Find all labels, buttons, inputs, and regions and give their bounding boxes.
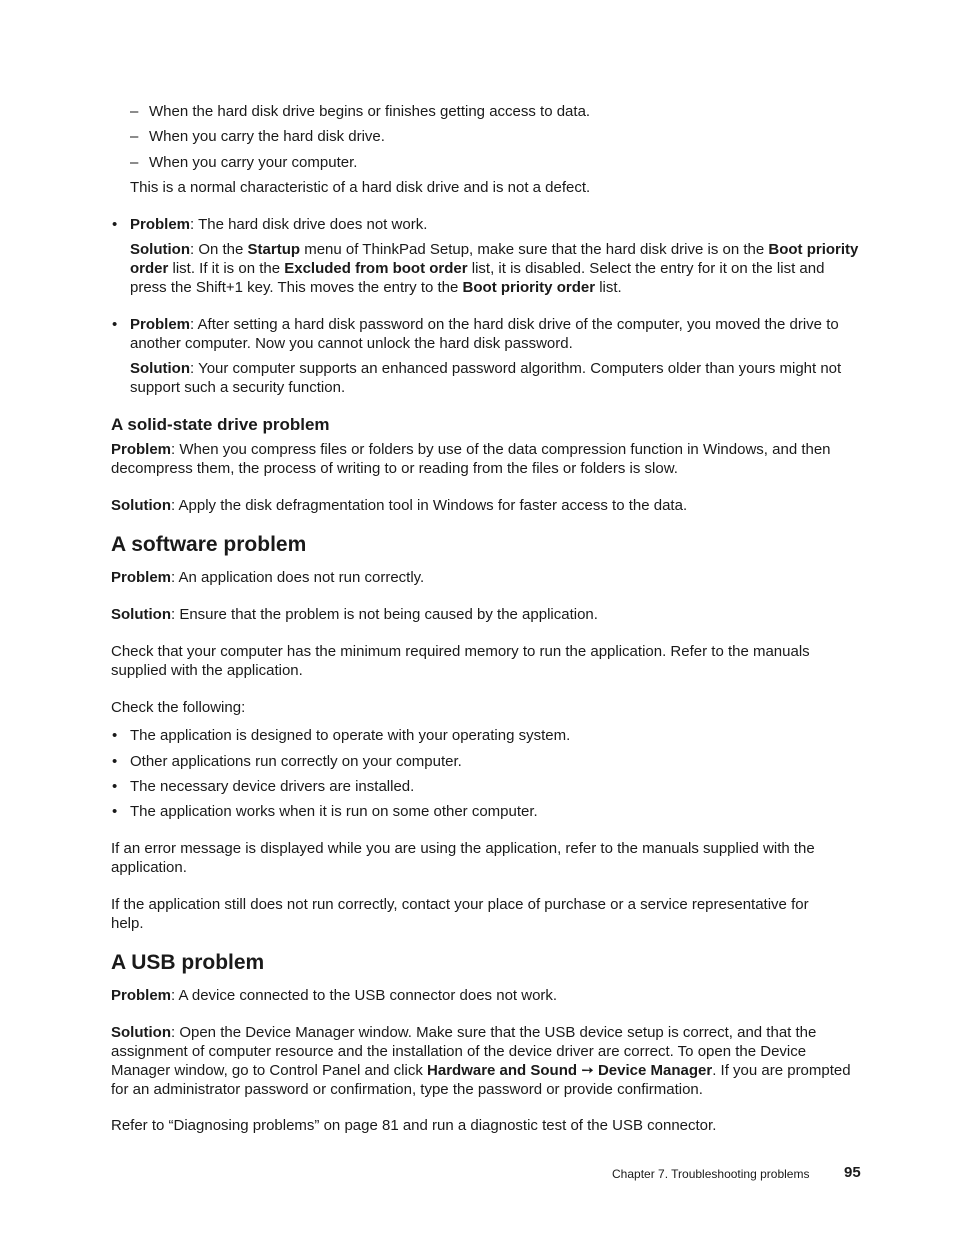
solution-text: list, it is disabled. Select the entry for it on the list and press the Shift+1 key. This moves the entry to the — [130, 260, 825, 296]
hdd-noise-note: This is a normal characteristic of a hard disk drive and is not a defect. — [130, 179, 591, 196]
device-manager-term: Device Manager — [597, 1062, 713, 1079]
bullet-mark: • — [112, 803, 118, 820]
page-number: 95 — [844, 1164, 861, 1181]
dash-item-text: When you carry the hard disk drive. — [149, 128, 385, 145]
check-list-item: The application is designed to operate with your operating system. — [130, 727, 571, 744]
software-problem — [111, 568, 863, 587]
startup-menu-term: Startup — [247, 241, 301, 258]
problem-label: Problem — [130, 216, 191, 233]
solution-text: list. If it is on the — [168, 260, 285, 277]
solution-text: list. — [595, 279, 622, 296]
excluded-boot-term: Excluded from boot order — [284, 260, 468, 277]
check-list-item: The necessary device drivers are installed. — [130, 778, 415, 795]
bullet-mark: • — [112, 753, 118, 770]
check-list-item: Other applications run correctly on your computer. — [130, 753, 462, 770]
hdd-password-solution — [130, 359, 863, 397]
memory-check-paragraph: Check that your computer has the minimum required memory to run the application. Refer to the manuals supplied with the application. — [111, 643, 810, 679]
usb-solution — [111, 1023, 863, 1099]
problem-text: : After setting a hard disk password on the hard disk drive of the computer, you moved the drive to another computer. Now you cannot unlock the hard disk password. — [130, 316, 839, 352]
hdd-password-problem — [130, 315, 863, 353]
dash-item-text: When the hard disk drive begins or finishes getting access to data. — [149, 103, 591, 120]
bullet-mark: • — [112, 778, 118, 795]
problem-label: Problem — [111, 987, 172, 1004]
bullet-mark: • — [112, 727, 118, 744]
hdd-not-work-solution — [130, 240, 863, 297]
solution-text: menu of ThinkPad Setup, make sure that the hard disk drive is on the — [300, 241, 769, 258]
check-following-label: Check the following: — [111, 699, 246, 716]
solution-text: : Your computer supports an enhanced password algorithm. Computers older than yours might not support such a security function. — [130, 360, 842, 396]
software-solution — [111, 605, 863, 624]
dash-mark: – — [130, 103, 139, 120]
solution-label: Solution — [111, 497, 171, 514]
solution-text: : Ensure that the problem is not being caused by the application. — [171, 606, 598, 623]
solution-label: Solution — [111, 606, 171, 623]
ssd-heading: A solid-state drive problem — [111, 415, 330, 434]
bullet-mark: • — [112, 216, 118, 233]
problem-text: : An application does not run correctly. — [171, 569, 425, 586]
usb-refer-paragraph: Refer to “Diagnosing problems” on page 81 and run a diagnostic test of the USB connector. — [111, 1117, 717, 1134]
problem-text: : A device connected to the USB connector does not work. — [171, 987, 558, 1004]
solution-label: Solution — [111, 1024, 171, 1041]
problem-text: : When you compress files or folders by use of the data compression function in Windows, and then decompress them, the process of writing to or reading from the files or folders is slow. — [111, 441, 831, 477]
dash-mark: – — [130, 128, 139, 145]
error-message-paragraph: If an error message is displayed while you are using the application, refer to the manuals supplied with the application. — [111, 840, 815, 876]
still-not-run-paragraph: If the application still does not run correctly, contact your place of purchase or a service representative for help. — [111, 896, 809, 932]
bullet-mark: • — [112, 316, 118, 333]
arrow-right-icon: ➙ — [577, 1062, 598, 1079]
dash-mark: – — [130, 154, 139, 171]
hardware-sound-term: Hardware and Sound — [427, 1062, 578, 1079]
solution-label: Solution — [130, 241, 190, 258]
boot-priority-term: Boot priority order — [130, 241, 859, 277]
problem-label: Problem — [111, 441, 172, 458]
solution-text: . If you are prompted for an administrator password or confirmation, type the password or provide confirmation. — [111, 1062, 851, 1098]
usb-heading: A USB problem — [111, 951, 265, 974]
problem-label: Problem — [130, 316, 191, 333]
check-list-item: The application works when it is run on some other computer. — [130, 803, 538, 820]
solution-text: : On the — [190, 241, 248, 258]
solution-label: Solution — [130, 360, 190, 377]
solution-text: : Open the Device Manager window. Make sure that the USB device setup is correct, and that the assignment of computer resource and the installation of the device driver are correct. To open the Device Manager window, go to Control Panel and click — [111, 1024, 817, 1079]
dash-item-text: When you carry your computer. — [149, 154, 358, 171]
ssd-problem — [111, 440, 863, 478]
ssd-solution — [111, 496, 863, 515]
software-heading: A software problem — [111, 533, 307, 556]
problem-label: Problem — [111, 569, 172, 586]
footer-chapter: Chapter 7. Troubleshooting problems — [612, 1167, 810, 1181]
hdd-not-work-problem — [130, 215, 863, 234]
solution-text: : Apply the disk defragmentation tool in Windows for faster access to the data. — [171, 497, 688, 514]
boot-priority-term: Boot priority order — [462, 279, 596, 296]
problem-text: : The hard disk drive does not work. — [190, 216, 428, 233]
usb-problem — [111, 986, 863, 1005]
